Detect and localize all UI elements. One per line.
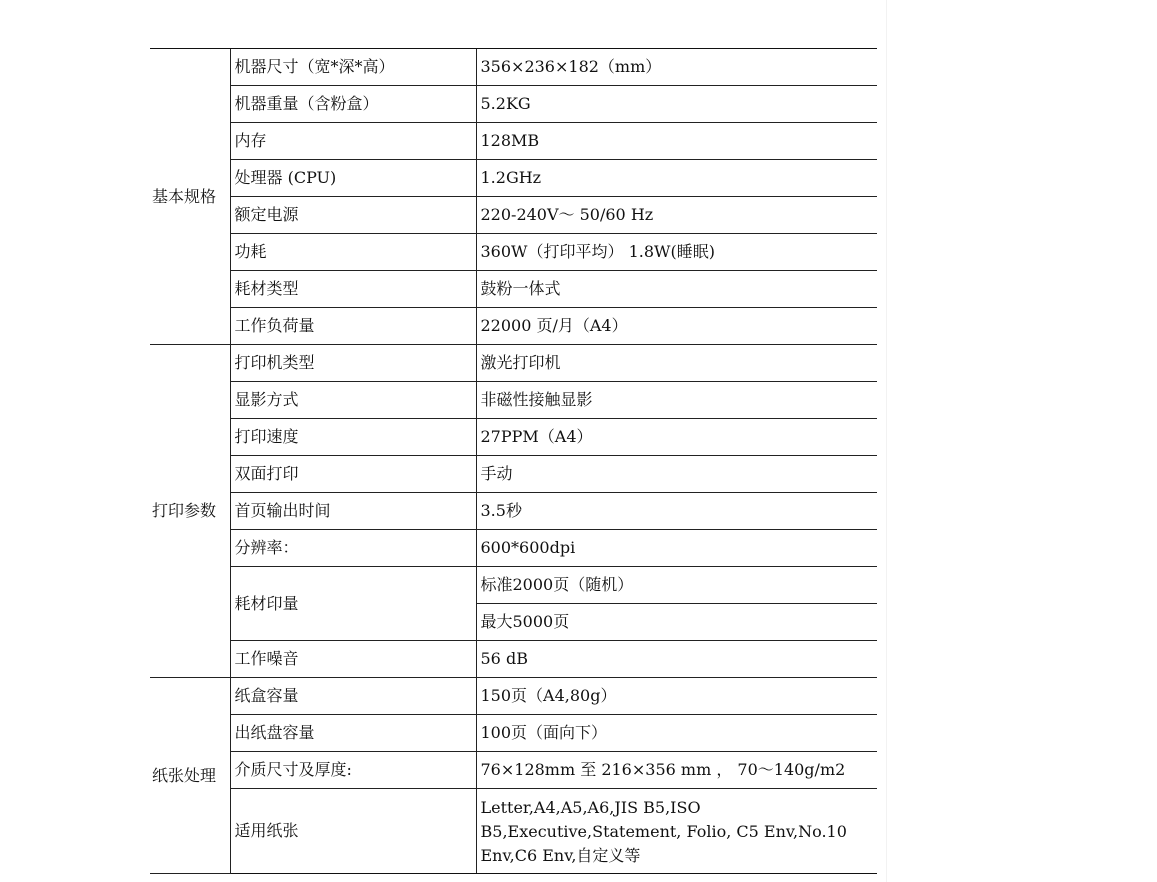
spec-label: 显影方式 xyxy=(230,382,476,419)
table-row xyxy=(150,123,877,160)
spec-value: 手动 xyxy=(476,456,877,493)
table-row xyxy=(150,493,877,530)
spec-value: 56 dB xyxy=(476,641,877,678)
spec-label: 内存 xyxy=(230,123,476,160)
spec-value: 27PPM（A4） xyxy=(476,419,877,456)
table-row xyxy=(150,641,877,678)
spec-value: 激光打印机 xyxy=(476,345,877,382)
spec-label: 额定电源 xyxy=(230,197,476,234)
table-row xyxy=(150,345,877,382)
spec-value: 1.2GHz xyxy=(476,160,877,197)
table-row xyxy=(150,271,877,308)
spec-label: 耗材印量 xyxy=(230,567,476,641)
table-row xyxy=(150,308,877,345)
spec-label: 耗材类型 xyxy=(230,271,476,308)
table-row xyxy=(150,197,877,234)
spec-value: 非磁性接触显影 xyxy=(476,382,877,419)
spec-label: 机器尺寸（宽*深*高） xyxy=(230,49,476,86)
spec-value: 标准2000页（随机） xyxy=(476,567,877,604)
table-row xyxy=(150,86,877,123)
page-edge-line xyxy=(886,0,887,882)
spec-label: 介质尺寸及厚度: xyxy=(230,752,476,789)
table-row xyxy=(150,382,877,419)
spec-label: 处理器 (CPU) xyxy=(230,160,476,197)
spec-value: 5.2KG xyxy=(476,86,877,123)
table-row xyxy=(150,160,877,197)
spec-label: 机器重量（含粉盒） xyxy=(230,86,476,123)
spec-label: 首页输出时间 xyxy=(230,493,476,530)
spec-value: 最大5000页 xyxy=(476,604,877,641)
table-row xyxy=(150,234,877,271)
spec-label: 双面打印 xyxy=(230,456,476,493)
spec-label: 适用纸张 xyxy=(230,789,476,874)
table-row xyxy=(150,49,877,86)
spec-value: Letter,A4,A5,A6,JIS B5,ISO B5,Executive,Statement, Folio, C5 Env,No.10 Env,C6 Env,自定义等 xyxy=(476,789,877,874)
section-title-paper: 纸张处理 xyxy=(150,678,230,874)
table-row xyxy=(150,419,877,456)
spec-label: 纸盒容量 xyxy=(230,678,476,715)
spec-value: 150页（A4,80g） xyxy=(476,678,877,715)
spec-label: 打印速度 xyxy=(230,419,476,456)
spec-value: 220-240V～ 50/60 Hz xyxy=(476,197,877,234)
table-row xyxy=(150,678,877,715)
section-title-basic: 基本规格 xyxy=(150,49,230,345)
table-row xyxy=(150,715,877,752)
section-title-print: 打印参数 xyxy=(150,345,230,678)
spec-label: 打印机类型 xyxy=(230,345,476,382)
spec-value: 356×236×182（mm） xyxy=(476,49,877,86)
spec-label: 功耗 xyxy=(230,234,476,271)
table-row xyxy=(150,789,877,874)
table-row xyxy=(150,530,877,567)
spec-label: 分辨率： xyxy=(230,530,476,567)
table-row xyxy=(150,752,877,789)
spec-value: 100页（面向下） xyxy=(476,715,877,752)
spec-label: 工作噪音 xyxy=(230,641,476,678)
table-row xyxy=(150,567,877,604)
spec-value: 600*600dpi xyxy=(476,530,877,567)
table-row xyxy=(150,456,877,493)
spec-label: 出纸盘容量 xyxy=(230,715,476,752)
spec-value: 76×128mm 至 216×356 mm ， 70～140g/m2 xyxy=(476,752,877,789)
spec-table xyxy=(150,48,877,874)
spec-value: 鼓粉一体式 xyxy=(476,271,877,308)
spec-value: 22000 页/月（A4） xyxy=(476,308,877,345)
spec-label: 工作负荷量 xyxy=(230,308,476,345)
spec-value: 128MB xyxy=(476,123,877,160)
spec-value: 3.5秒 xyxy=(476,493,877,530)
spec-value: 360W（打印平均） 1.8W(睡眠) xyxy=(476,234,877,271)
